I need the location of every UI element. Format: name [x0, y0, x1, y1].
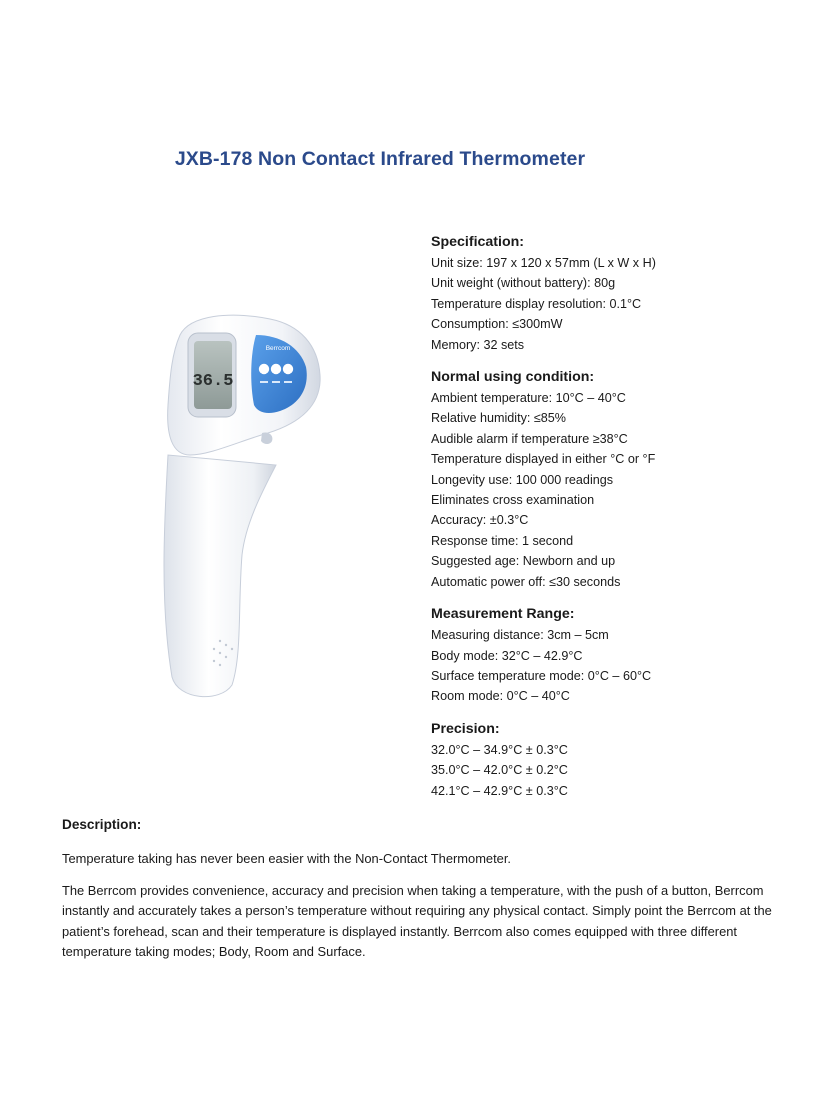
- section-heading: Precision:: [431, 720, 500, 737]
- spec-line: Room mode: 0°C – 40°C: [431, 689, 570, 704]
- description-paragraph: The Berrcom provides convenience, accuracy and precision when taking a temperature, with the push of a button, Berrcom instantly and accurately takes a person’s temperature without requiring any physical contact. Simply point the Berrcom at the patient’s forehead, scan and their temperature is displayed instantly. Berrcom also comes equipped with three different temperature taking modes; Body, Room and Surface.: [62, 882, 772, 960]
- spec-line: Body mode: 32°C – 42.9°C: [431, 648, 583, 663]
- spec-line: Longevity use: 100 000 readings: [431, 472, 614, 487]
- mode-button-2: [271, 364, 281, 374]
- spec-line: 35.0°C – 42.0°C ± 0.2°C: [431, 763, 568, 778]
- specifications: [431, 232, 821, 813]
- spec-line: 32.0°C – 34.9°C ± 0.3°C: [431, 742, 568, 757]
- brand-logo: Berrcom: [265, 345, 291, 352]
- spec-line: Relative humidity: ≤85%: [431, 411, 567, 426]
- spec-line: Automatic power off: ≤30 seconds: [431, 574, 621, 589]
- lcd-reading: 36.5: [192, 372, 234, 391]
- thermometer-handle: [164, 455, 276, 697]
- section-heading: Normal using condition:: [431, 369, 595, 386]
- spec-section-measurement-range: [431, 604, 821, 707]
- spec-line: Eliminates cross examination: [431, 493, 595, 508]
- description: [62, 815, 782, 974]
- spec-line: Consumption: ≤300mW: [431, 317, 563, 332]
- mode-button-3: [283, 364, 293, 374]
- spec-section-specification: [431, 232, 821, 355]
- section-heading: Measurement Range:: [431, 606, 575, 623]
- spec-line: Temperature displayed in either °C or °F: [431, 452, 656, 467]
- spec-section-normal-using-condition: [431, 367, 821, 592]
- description-paragraph: Temperature taking has never been easier with the Non-Contact Thermometer.: [62, 851, 512, 866]
- spec-line: Response time: 1 second: [431, 533, 574, 548]
- spec-line: Suggested age: Newborn and up: [431, 554, 616, 569]
- spec-line: Memory: 32 sets: [431, 337, 525, 352]
- section-heading: Specification:: [431, 234, 525, 250]
- spec-line: Surface temperature mode: 0°C – 60°C: [431, 668, 652, 683]
- spec-line: Accuracy: ±0.3°C: [431, 513, 529, 528]
- mode-button-1: [259, 364, 269, 374]
- trigger: [261, 432, 272, 444]
- description-heading: Description:: [62, 817, 142, 832]
- spec-line: Temperature display resolution: 0.1°C: [431, 296, 642, 311]
- spec-line: Unit size: 197 x 120 x 57mm (L x W x H): [431, 256, 656, 270]
- spec-line: Unit weight (without battery): 80g: [431, 276, 616, 291]
- thermometer-photo: [150, 305, 350, 710]
- spec-line: 42.1°C – 42.9°C ± 0.3°C: [431, 783, 568, 798]
- spec-line: Measuring distance: 3cm – 5cm: [431, 628, 609, 643]
- page-title: JXB-178 Non Contact Infrared Thermometer: [174, 148, 586, 170]
- spec-section-precision: [431, 719, 821, 801]
- spec-line: Ambient temperature: 10°C – 40°C: [431, 391, 626, 406]
- spec-line: Audible alarm if temperature ≥38°C: [431, 431, 628, 446]
